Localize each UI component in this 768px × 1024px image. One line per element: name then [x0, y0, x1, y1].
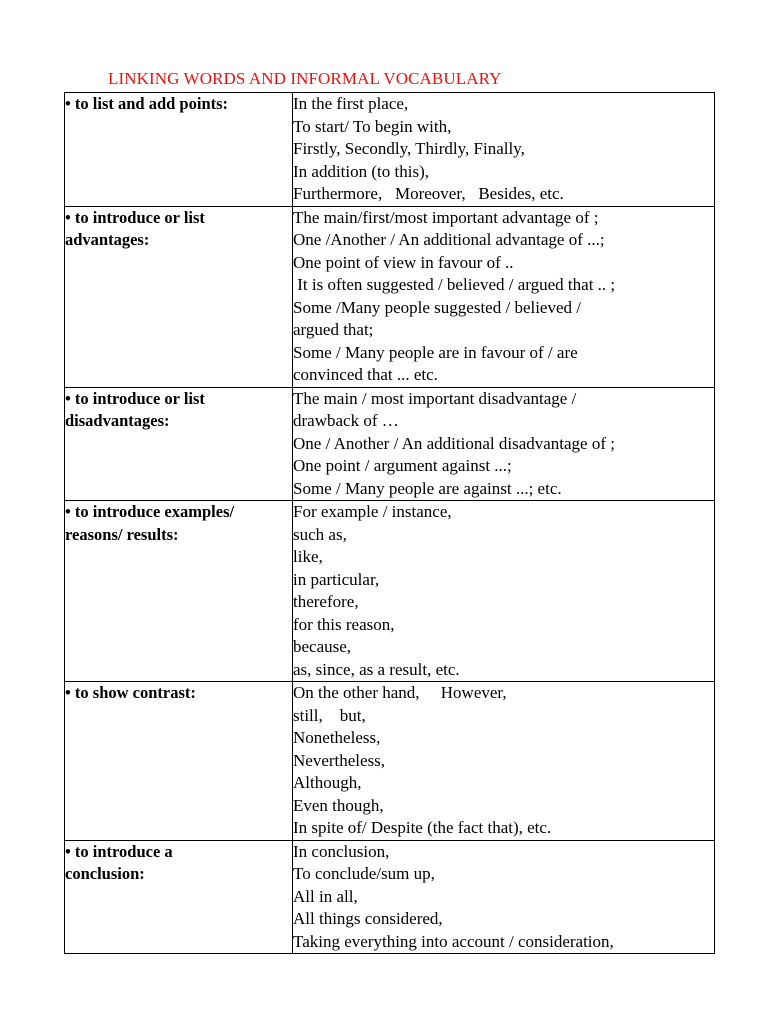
phrase-line: For example / instance,: [293, 502, 452, 521]
purpose-cell: [65, 501, 293, 682]
phrase-line: Nevertheless,: [293, 750, 386, 770]
phrases-cell: [293, 682, 715, 841]
phrase-line: It is often suggested / believed / argued that .. ;: [293, 275, 616, 294]
phrase-line: Some /Many people suggested / believed /: [293, 297, 581, 317]
phrase-line: as, since, as a result, etc.: [293, 659, 460, 679]
phrase-line: In addition (to this),: [293, 161, 429, 181]
phrase-line: Some / Many people are in favour of / are: [293, 342, 578, 362]
linking-words-table: [64, 92, 715, 954]
table-row: [65, 93, 715, 207]
phrase-line: On the other hand, However,: [293, 683, 507, 702]
table-row: [65, 501, 715, 682]
table-row: [65, 840, 715, 954]
phrase-line: The main/first/most important advantage of ;: [293, 207, 599, 227]
phrase-line: The main / most important disadvantage /: [293, 388, 577, 408]
phrase-line: To start/ To begin with,: [293, 116, 452, 136]
phrases-cell: [293, 840, 715, 954]
phrase-line: All in all,: [293, 886, 358, 906]
phrase-line: Even though,: [293, 795, 384, 815]
phrase-line: To conclude/sum up,: [293, 864, 435, 883]
phrase-line: Furthermore, Moreover, Besides, etc.: [293, 184, 564, 203]
phrase-line: drawback of …: [293, 411, 399, 430]
phrase-line: Although,: [293, 773, 362, 792]
phrase-line: One point / argument against ...;: [293, 456, 512, 475]
phrase-line: therefore,: [293, 592, 359, 611]
purpose-cell: [65, 387, 293, 501]
purpose-cell: [65, 206, 293, 387]
phrases-cell: [293, 93, 715, 207]
phrases-cell: [293, 387, 715, 501]
phrase-line: such as,: [293, 524, 347, 544]
purpose-cell: [65, 93, 293, 207]
page-title: LINKING WORDS AND INFORMAL VOCABULARY: [108, 69, 502, 88]
purpose-label: • to introduce or list disadvantages:: [65, 388, 205, 430]
phrase-line: In spite of/ Despite (the fact that), etc.: [293, 818, 552, 837]
purpose-label: • to list and add points:: [65, 94, 229, 113]
purpose-cell: [65, 840, 293, 954]
table-body: [65, 93, 715, 954]
phrase-line: Nonetheless,: [293, 728, 381, 747]
purpose-label: • to introduce examples/ reasons/ results:: [65, 502, 235, 544]
phrase-line: argued that;: [293, 320, 374, 339]
phrase-line: in particular,: [293, 569, 380, 589]
purpose-cell: [65, 682, 293, 841]
phrase-line: like,: [293, 547, 323, 566]
phrase-line: Firstly, Secondly, Thirdly, Finally,: [293, 139, 525, 158]
phrase-line: for this reason,: [293, 614, 395, 634]
phrase-line: Taking everything into account / consideration,: [293, 931, 614, 951]
phrase-line: One point of view in favour of ..: [293, 252, 514, 272]
table-row: [65, 206, 715, 387]
phrase-line: One / Another / An additional disadvantage of ;: [293, 433, 615, 453]
phrases-cell: [293, 206, 715, 387]
phrase-line: still, but,: [293, 705, 366, 725]
phrase-line: One /Another / An additional advantage of ...;: [293, 230, 605, 249]
purpose-label: • to introduce or list advantages:: [65, 207, 205, 249]
purpose-label: • to show contrast:: [65, 683, 196, 702]
phrase-line: In the first place,: [293, 94, 409, 113]
phrase-line: In conclusion,: [293, 841, 390, 861]
phrases-cell: [293, 501, 715, 682]
phrase-line: because,: [293, 637, 352, 656]
table-row: [65, 682, 715, 841]
phrase-line: All things considered,: [293, 909, 443, 928]
table-row: [65, 387, 715, 501]
phrase-line: Some / Many people are against ...; etc.: [293, 478, 562, 498]
purpose-label: • to introduce a conclusion:: [65, 841, 173, 883]
phrase-line: convinced that ... etc.: [293, 365, 438, 384]
